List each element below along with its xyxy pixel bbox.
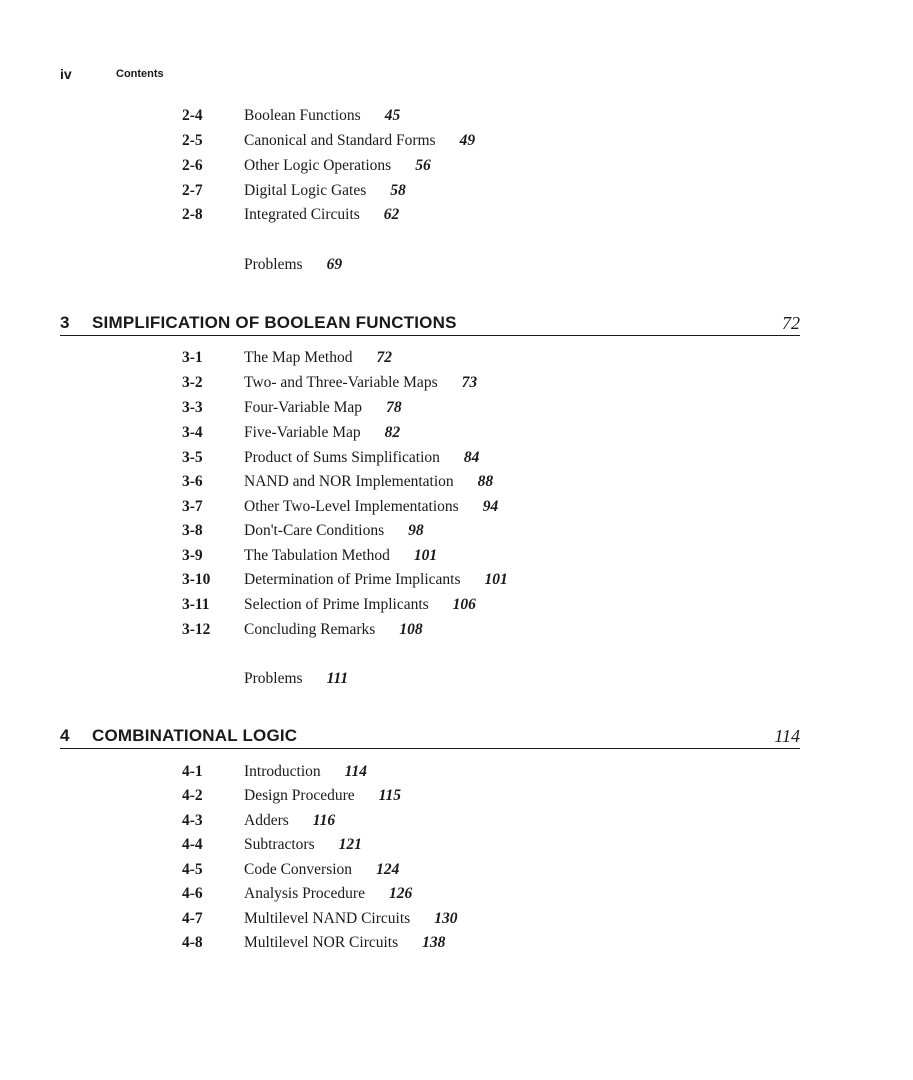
- section-number: 3-8: [182, 522, 203, 539]
- running-title: Contents: [116, 68, 164, 80]
- section-page: 114: [344, 763, 368, 780]
- section-number: 3-6: [182, 473, 203, 490]
- section-number: 2-8: [182, 206, 203, 223]
- section-number: 3-11: [182, 596, 210, 613]
- section-page: 101: [413, 547, 438, 564]
- section-page: 72: [376, 349, 392, 366]
- chapter-title: SIMPLIFICATION OF BOOLEAN FUNCTIONS: [92, 313, 457, 332]
- problems-label: Problems: [244, 256, 303, 273]
- section-title: Two- and Three-Variable Maps: [244, 374, 438, 391]
- section-number: 4-1: [182, 763, 203, 780]
- section-title: NAND and NOR Implementation: [244, 473, 454, 490]
- section-title: Digital Logic Gates: [244, 182, 367, 199]
- chapter-title: COMBINATIONAL LOGIC: [92, 726, 298, 745]
- section-number: 3-2: [182, 374, 203, 391]
- chapter-number: 3: [60, 313, 70, 332]
- section-page: 108: [399, 621, 423, 638]
- section-title: Concluding Remarks: [244, 621, 376, 638]
- section-page: 138: [422, 934, 446, 951]
- section-number: 3-5: [182, 449, 203, 466]
- problems-label: Problems: [244, 670, 303, 687]
- section-number: 3-4: [182, 424, 203, 441]
- problems-page: 111: [326, 670, 349, 687]
- section-title: Multilevel NAND Circuits: [244, 910, 411, 927]
- section-title: Integrated Circuits: [244, 206, 360, 223]
- section-number: 3-9: [182, 547, 203, 564]
- section-number: 4-6: [182, 885, 203, 902]
- section-number: 3-10: [182, 571, 211, 588]
- section-title: The Tabulation Method: [244, 547, 390, 564]
- section-title: Product of Sums Simplification: [244, 449, 440, 466]
- section-page: 130: [434, 910, 458, 927]
- section-page: 116: [312, 812, 336, 829]
- section-title: Canonical and Standard Forms: [244, 132, 436, 149]
- section-page: 88: [477, 473, 494, 490]
- section-title: Other Two-Level Implementations: [244, 498, 459, 515]
- section-number: 2-6: [182, 157, 203, 174]
- section-title: Five-Variable Map: [244, 424, 361, 441]
- section-page: 73: [461, 374, 478, 391]
- section-title: Subtractors: [244, 836, 315, 853]
- running-head: [60, 66, 164, 84]
- section-number: 2-7: [182, 182, 203, 199]
- section-page: 82: [384, 424, 401, 441]
- section-number: 4-5: [182, 861, 203, 878]
- section-number: 2-4: [182, 107, 203, 124]
- section-title: Don't-Care Conditions: [244, 522, 385, 539]
- section-page: 115: [378, 787, 402, 804]
- section-page: 84: [463, 449, 480, 466]
- section-title: Adders: [244, 812, 289, 829]
- section-page: 58: [390, 182, 406, 199]
- section-number: 4-2: [182, 787, 203, 804]
- section-page: 124: [376, 861, 400, 878]
- section-page: 49: [459, 132, 476, 149]
- section-number: 2-5: [182, 132, 203, 149]
- section-number: 3-12: [182, 621, 211, 638]
- section-title: Four-Variable Map: [244, 399, 363, 416]
- chapter-page: 72: [782, 313, 800, 333]
- section-page: 45: [384, 107, 401, 124]
- chapter-page: 114: [774, 726, 800, 746]
- section-title: Determination of Prime Implicants: [244, 571, 461, 588]
- section-page: 62: [383, 206, 400, 223]
- section-page: 106: [452, 596, 476, 613]
- section-number: 3-1: [182, 349, 203, 366]
- chapter-heading[interactable]: [60, 726, 800, 749]
- section-page: 78: [386, 399, 402, 416]
- section-number: 4-7: [182, 910, 203, 927]
- section-title: Code Conversion: [244, 861, 353, 878]
- section-title: Selection of Prime Implicants: [244, 596, 429, 613]
- section-number: 4-8: [182, 934, 203, 951]
- section-page: 121: [338, 836, 362, 853]
- section-page: 56: [415, 157, 431, 174]
- section-page: 126: [388, 885, 413, 902]
- section-number: 3-3: [182, 399, 203, 416]
- chapter-heading[interactable]: [60, 313, 800, 336]
- chapter-number: 4: [60, 726, 70, 745]
- section-page: 101: [484, 571, 508, 588]
- section-page: 94: [482, 498, 499, 515]
- problems-page: 69: [326, 256, 343, 273]
- section-number: 3-7: [182, 498, 203, 515]
- section-title: Other Logic Operations: [244, 157, 392, 174]
- section-title: Design Procedure: [244, 787, 355, 804]
- section-title: Multilevel NOR Circuits: [244, 934, 399, 951]
- section-number: 4-4: [182, 836, 203, 853]
- section-number: 4-3: [182, 812, 203, 829]
- section-title: Boolean Functions: [244, 107, 361, 124]
- section-page: 98: [408, 522, 424, 539]
- page-number: iv: [60, 66, 72, 82]
- section-title: Analysis Procedure: [244, 885, 365, 902]
- section-title: Introduction: [244, 763, 321, 780]
- section-title: The Map Method: [244, 349, 353, 366]
